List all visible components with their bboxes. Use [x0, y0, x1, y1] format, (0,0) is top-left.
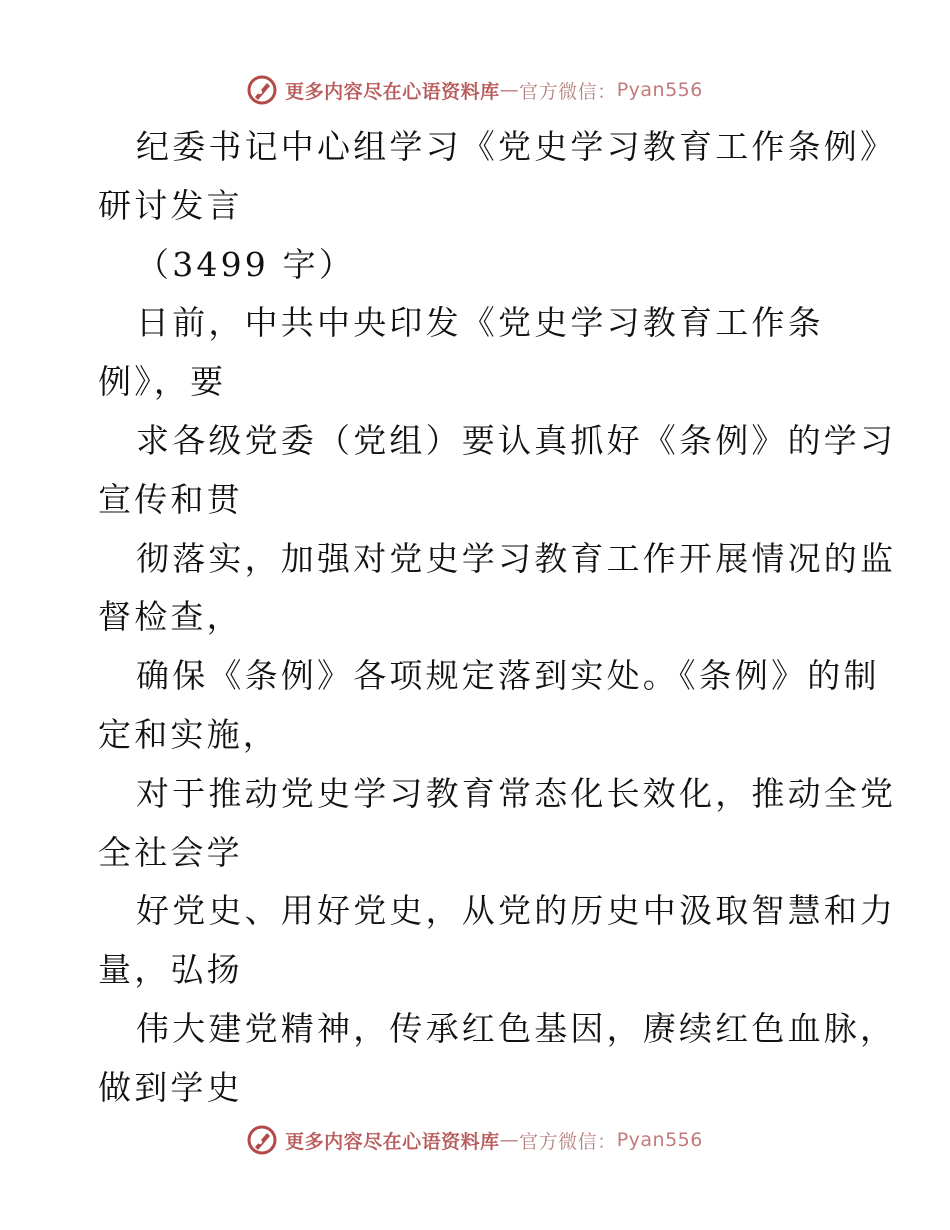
banner-main-text: 更多内容尽在心语资料库 — [285, 80, 500, 103]
body-line: 求各级党委（党组）要认真抓好《条例》的学习 — [136, 420, 897, 460]
banner-wechat-id: Pyan556 — [616, 1129, 703, 1151]
pen-logo-icon — [247, 1125, 277, 1155]
body-line: 宣传和贯 — [98, 479, 243, 519]
banner-wechat-label: 官方微信： — [519, 1130, 617, 1153]
document-body — [98, 118, 897, 1118]
banner-main-text: 更多内容尽在心语资料库 — [285, 1130, 500, 1153]
pen-logo-icon — [247, 75, 277, 105]
body-line: 对于推动党史学习教育常态化长效化，推动全党 — [136, 773, 897, 813]
title-line-2: 研讨发言 — [98, 185, 243, 225]
body-line: 做到学史 — [98, 1067, 243, 1107]
banner-separator: — — [499, 1129, 520, 1151]
body-line: 例》，要 — [98, 362, 227, 402]
body-line: 日前，中共中央印发《党史学习教育工作条 — [136, 303, 824, 343]
body-line: 量，弘扬 — [98, 950, 243, 990]
body-line: 确保《条例》各项规定落到实处。《条例》的制 — [136, 656, 880, 696]
body-line: 伟大建党精神，传承红色基因，赓续红色血脉， — [136, 1008, 897, 1048]
header-banner — [0, 70, 950, 110]
banner-wechat-label: 官方微信： — [519, 80, 617, 103]
title-line-1: 纪委书记中心组学习《党史学习教育工作条例》 — [136, 127, 897, 166]
banner-separator: — — [499, 79, 520, 101]
body-line: 督检查， — [98, 597, 243, 637]
banner-wechat-id: Pyan556 — [616, 79, 703, 101]
body-line: 彻落实，加强对党史学习教育工作开展情况的监 — [136, 538, 897, 578]
word-count: （3499 字） — [136, 244, 356, 284]
body-line: 全社会学 — [98, 832, 243, 872]
body-line: 定和实施， — [98, 714, 279, 754]
body-line: 好党史、用好党史，从党的历史中汲取智慧和力 — [136, 891, 897, 931]
footer-banner — [0, 1120, 950, 1160]
